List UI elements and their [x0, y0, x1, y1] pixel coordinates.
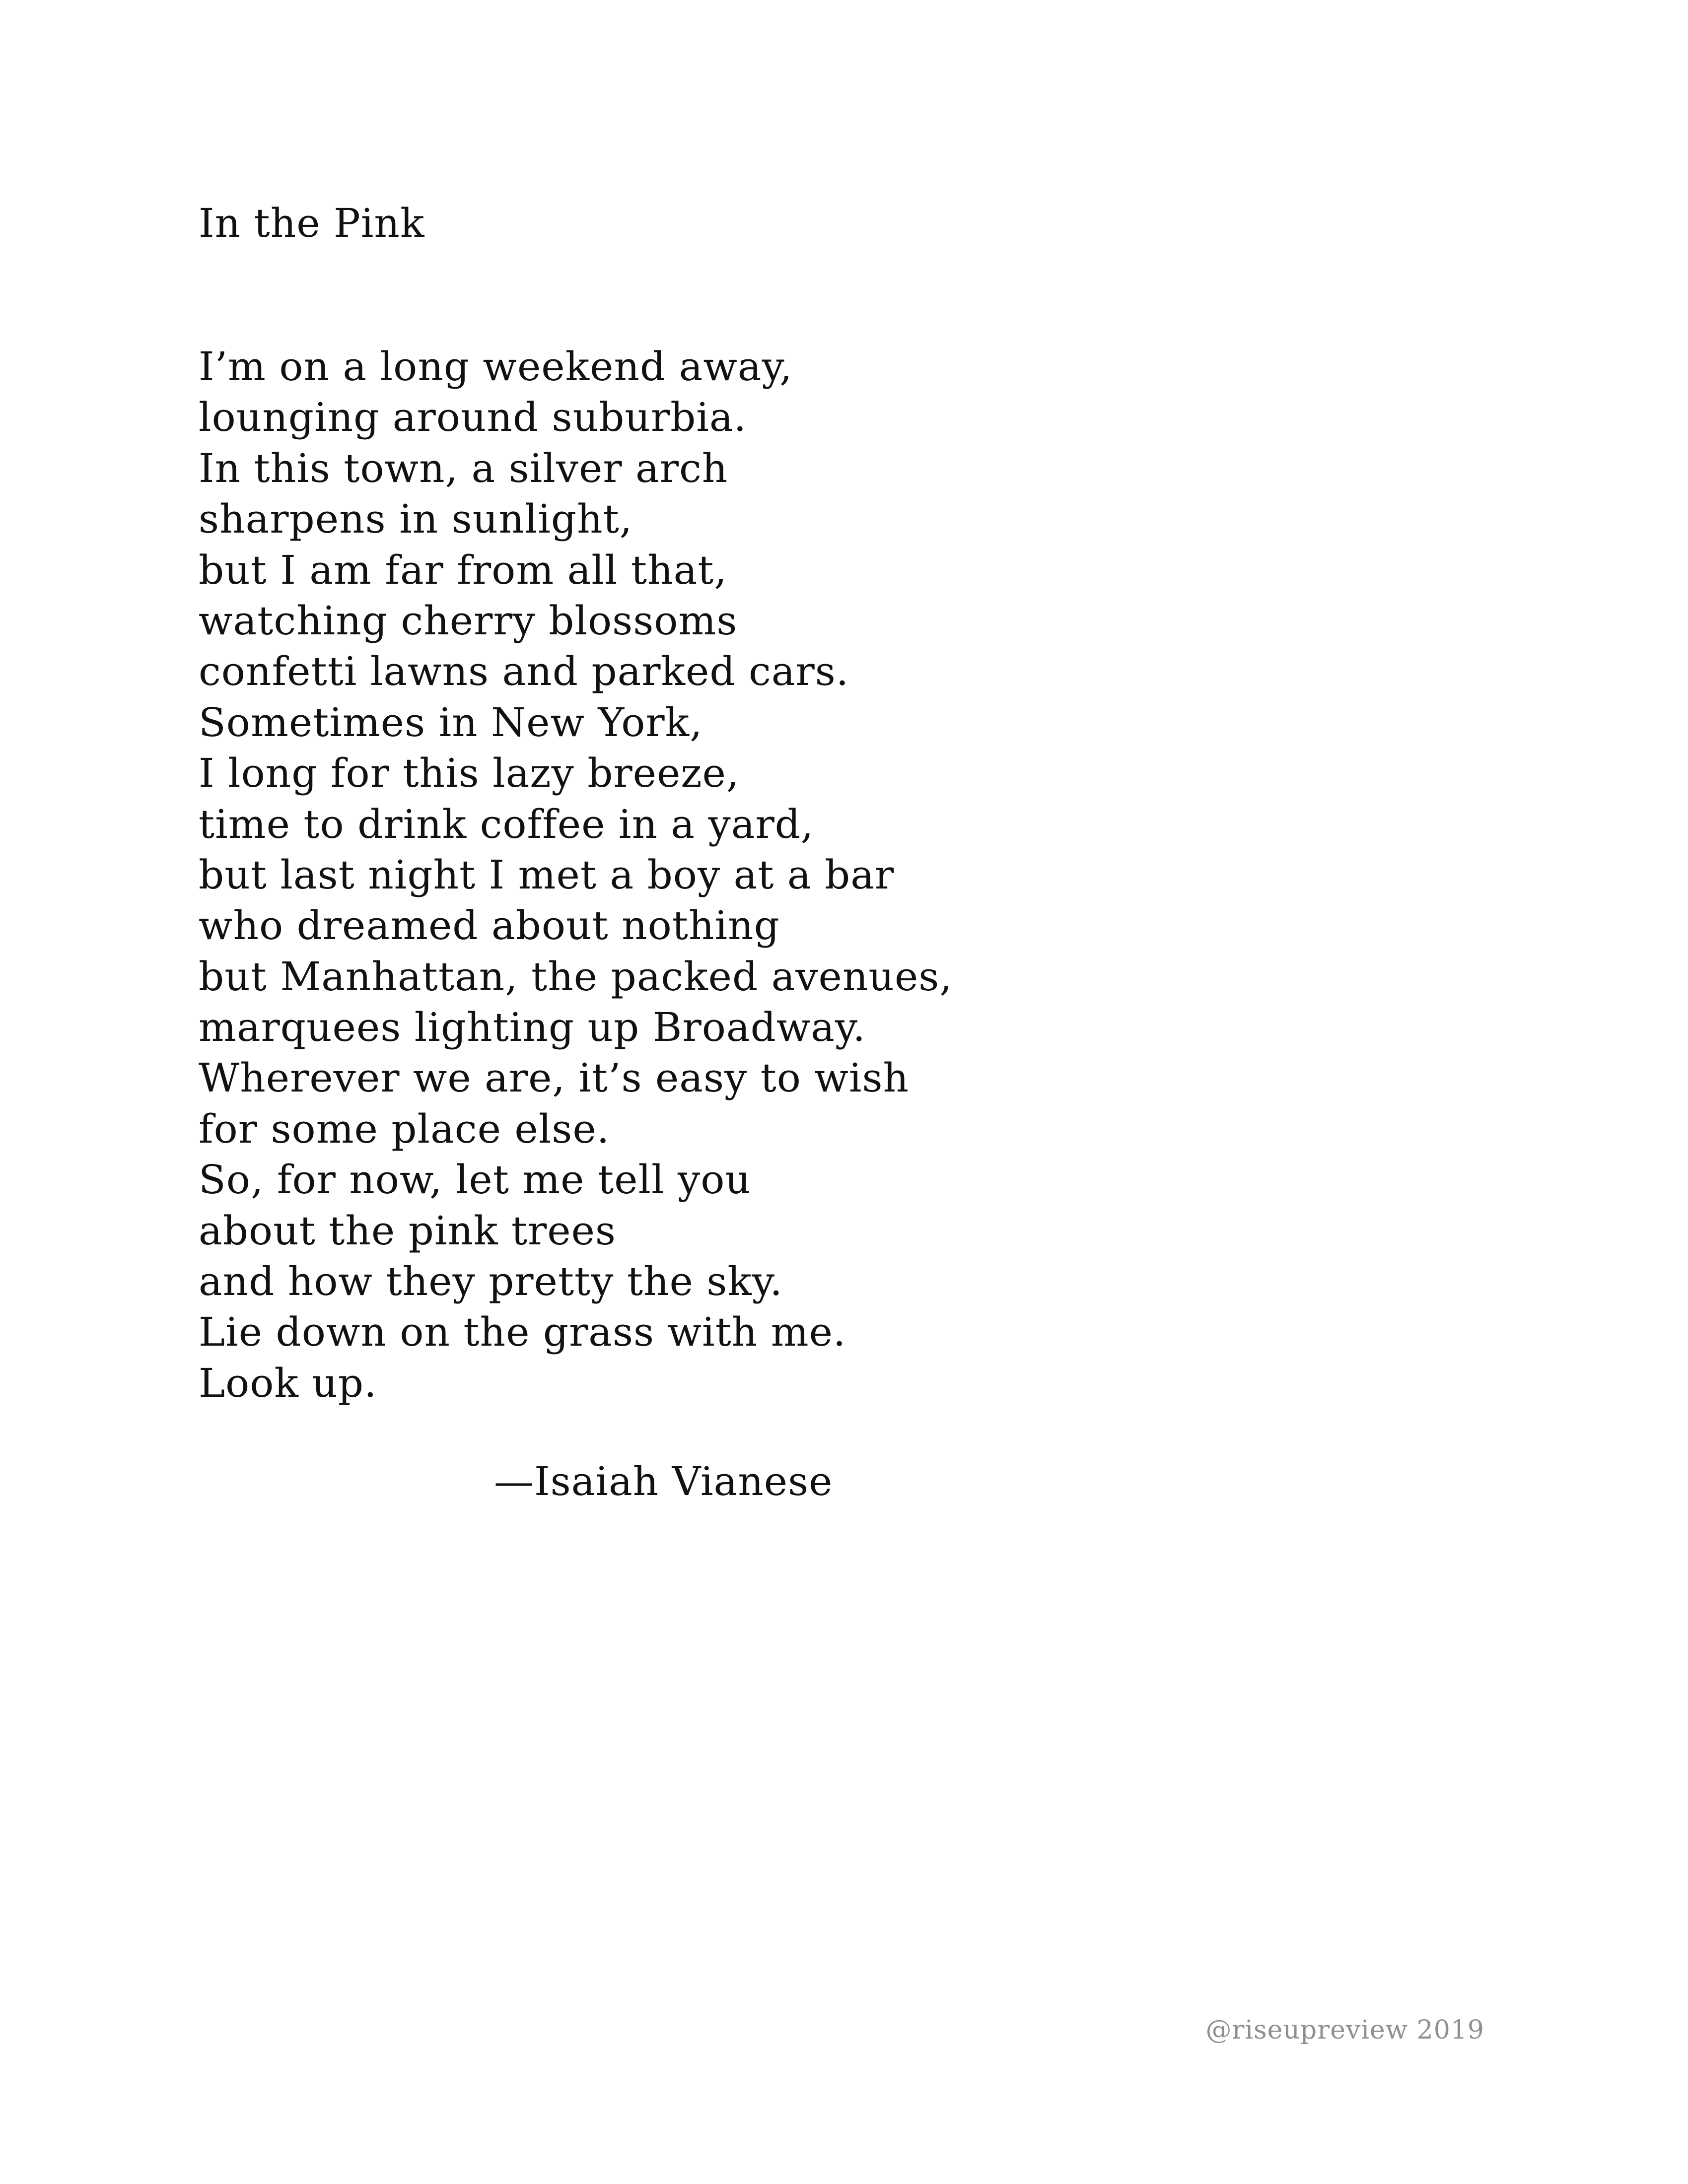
- poem-line: about the pink trees: [199, 1207, 616, 1254]
- watermark: @riseupreview 2019: [1205, 2015, 1484, 2045]
- poem-line: and how they pretty the sky.: [199, 1258, 783, 1305]
- poem-line: but last night I met a boy at a bar: [199, 851, 895, 898]
- poem-line: sharpens in sunlight,: [199, 496, 633, 543]
- poem-line: Look up.: [199, 1360, 377, 1406]
- poem-author: —Isaiah Vianese: [494, 1458, 833, 1504]
- poem-line: but Manhattan, the packed avenues,: [199, 953, 953, 1000]
- poem-line: In this town, a silver arch: [199, 445, 728, 491]
- poem-line: but I am far from all that,: [199, 546, 727, 593]
- poem-line: lounging around suburbia.: [199, 394, 747, 441]
- poem-line: Wherever we are, it’s easy to wish: [199, 1055, 910, 1101]
- poem-line: watching cherry blossoms: [199, 597, 738, 644]
- poem-title: In the Pink: [199, 200, 425, 246]
- poem-line: Lie down on the grass with me.: [199, 1309, 846, 1356]
- poem-line: So, for now, let me tell you: [199, 1157, 751, 1203]
- poem-line: marquees lighting up Broadway.: [199, 1004, 866, 1051]
- poem-body: [199, 341, 953, 1409]
- poem-line: I’m on a long weekend away,: [199, 343, 793, 390]
- poem-line: for some place else.: [199, 1105, 610, 1152]
- poem-line: I long for this lazy breeze,: [199, 750, 740, 797]
- poem-line: who dreamed about nothing: [199, 902, 780, 949]
- poem-line: confetti lawns and parked cars.: [199, 648, 849, 695]
- poem-line: time to drink coffee in a yard,: [199, 801, 814, 847]
- poem-line: Sometimes in New York,: [199, 699, 703, 746]
